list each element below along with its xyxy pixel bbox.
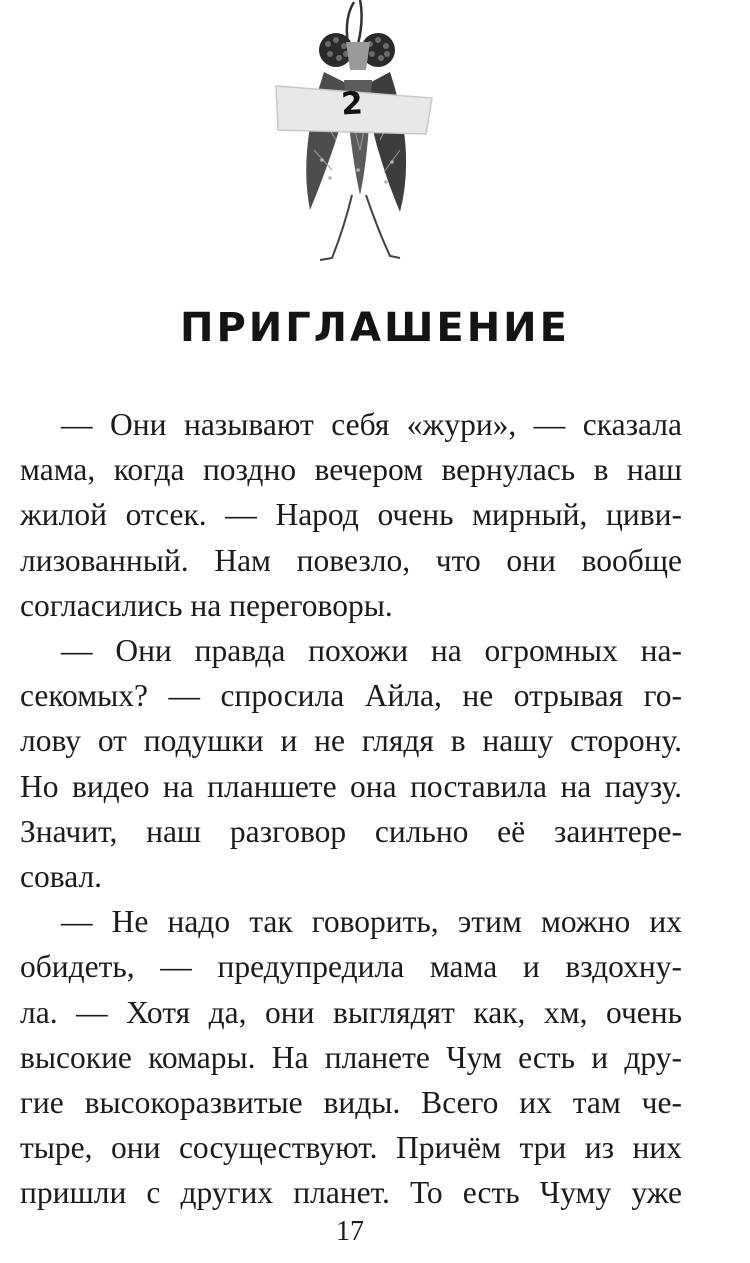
- text-line: тыре, они сосуществуют. Причём три из них: [20, 1130, 682, 1166]
- text-line: — Они называют себя «жури», — сказала: [61, 407, 682, 442]
- insect-illustration: [240, 0, 490, 275]
- text-line: пришли с других планет. То есть Чуму уже: [20, 1175, 682, 1211]
- body-text: [20, 402, 682, 1216]
- text-line: ла. — Хотя да, они выглядят как, хм, очень: [20, 994, 682, 1030]
- text-line: совал.: [20, 859, 103, 895]
- text-line: Значит, наш разговор сильно её заинтере-: [20, 813, 682, 849]
- text-line: — Не надо так говорить, этим можно их: [61, 904, 682, 940]
- text-line: секомых? — спросила Айла, не отрывая го-: [20, 678, 682, 714]
- text-line: высокие комары. На планете Чум есть и дру-: [20, 1039, 682, 1075]
- text-line: лизованный. Нам повезло, что они вообще: [20, 542, 682, 578]
- text-line: мама, когда поздно вечером вернулась в наш: [20, 452, 682, 488]
- text-line: обидеть, — предупредила мама и вздохну-: [20, 949, 682, 985]
- chapter-title: ПРИГЛАШЕНИЕ: [180, 305, 570, 351]
- text-line: согласились на переговоры.: [20, 587, 393, 623]
- text-line: — Они правда похожи на огромных на-: [61, 633, 682, 669]
- page-number: 17: [336, 1216, 364, 1247]
- text-line: гие высокоразвитые виды. Всего их там че-: [20, 1085, 682, 1121]
- text-line: Но видео на планшете она поставила на паузу.: [20, 768, 682, 804]
- chapter-number: 2: [340, 85, 364, 123]
- text-line: лову от подушки и не глядя в нашу сторону.: [20, 723, 682, 759]
- text-line: жилой отсек. — Народ очень мирный, циви-: [20, 497, 682, 533]
